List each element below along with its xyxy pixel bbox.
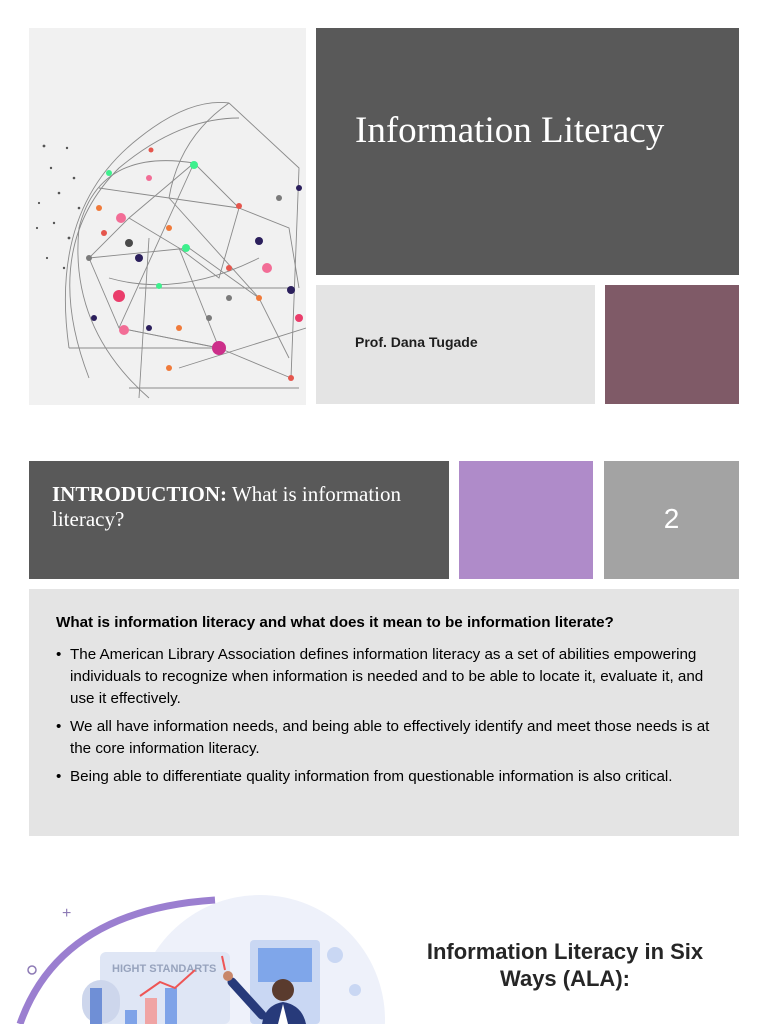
slide-heading: Information Literacy in Six Ways (ALA):: [426, 939, 704, 991]
content-heading: What is information literacy and what does it mean to be information literate?: [56, 614, 614, 631]
bullet-item: [56, 766, 726, 788]
business-illustration: [0, 870, 400, 1024]
bullet-dot: •: [56, 768, 62, 785]
network-graphic: [29, 28, 306, 405]
network-sphere-image: [29, 28, 306, 405]
bullet-text: We all have information needs, and being able to effectively identify and meet those needs is at the core information literacy.: [70, 718, 710, 757]
bullet-item: [56, 644, 726, 710]
presenter-name: Prof. Dana Tugade: [355, 334, 478, 350]
bullet-item: [56, 716, 726, 760]
bullet-list: [56, 644, 726, 794]
presentation-title: Information Literacy: [355, 110, 665, 151]
slide-title-bold: INTRODUCTION:: [52, 482, 228, 506]
accent-block-mauve: [605, 285, 739, 404]
bullet-dot: •: [56, 718, 62, 735]
plus-icon: +: [62, 905, 72, 922]
slide-title-rest: What is information literacy?: [52, 482, 402, 531]
ring-icon: [28, 966, 36, 974]
presenter-illustration: [0, 870, 400, 1024]
bullet-text: The American Library Association defines information literacy as a set of abilities empowering individuals to recognize when information is needed and to be able to locate it, evaluate it, and use it effectively.: [70, 646, 704, 707]
bullet-text: Being able to differentiate quality information from questionable information is also critical.: [70, 768, 673, 785]
bullet-dot: •: [56, 646, 62, 663]
slide-title: [52, 482, 432, 532]
sign-text: HIGHT STANDARTS: [112, 963, 217, 975]
slide-number: 2: [663, 503, 680, 534]
accent-block-lavender: [459, 461, 593, 579]
